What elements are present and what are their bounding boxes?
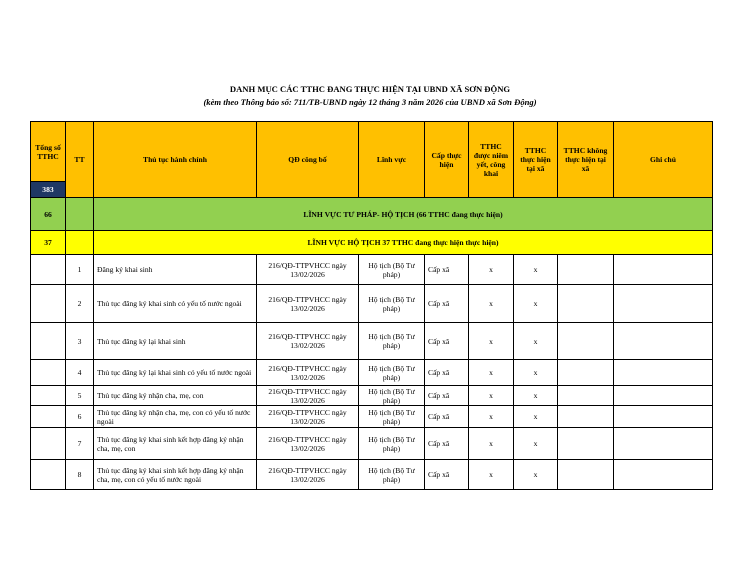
row-field: Hộ tịch (Bộ Tư pháp) (359, 323, 425, 360)
row-implemented: x (514, 323, 558, 360)
row-total-cell (31, 386, 66, 406)
row-total-cell (31, 428, 66, 460)
header-procedure: Thủ tục hành chính (94, 122, 257, 198)
section-judicial-row (31, 198, 713, 231)
row-field: Hộ tịch (Bộ Tư pháp) (359, 460, 425, 490)
row-implemented: x (514, 285, 558, 323)
row-procedure: Thủ tục đăng ký lại khai sinh có yếu tố nước ngoài (94, 360, 257, 386)
row-level: Cấp xã (425, 255, 469, 285)
row-procedure: Thủ tục đăng ký khai sinh kết hợp đăng ký nhận cha, mẹ, con (94, 428, 257, 460)
row-level: Cấp xã (425, 460, 469, 490)
header-tt: TT (66, 122, 94, 198)
row-decision: 216/QĐ-TTPVHCC ngày 13/02/2026 (257, 255, 359, 285)
procedure-rows (31, 255, 713, 490)
row-not-implemented (558, 386, 614, 406)
table-row (31, 428, 713, 460)
row-not-implemented (558, 360, 614, 386)
row-implemented: x (514, 460, 558, 490)
header-decision: QĐ công bố (257, 122, 359, 198)
header-field: Lĩnh vực (359, 122, 425, 198)
row-not-implemented (558, 323, 614, 360)
row-decision: 216/QĐ-TTPVHCC ngày 13/02/2026 (257, 460, 359, 490)
row-not-implemented (558, 460, 614, 490)
row-implemented: x (514, 255, 558, 285)
row-posted: x (469, 428, 514, 460)
row-field: Hộ tịch (Bộ Tư pháp) (359, 406, 425, 428)
row-decision: 216/QĐ-TTPVHCC ngày 13/02/2026 (257, 360, 359, 386)
row-tt: 8 (66, 460, 94, 490)
row-tt: 7 (66, 428, 94, 460)
table-row (31, 386, 713, 406)
procedures-table (30, 121, 713, 490)
header-notes: Ghi chú (614, 122, 713, 198)
header-total-cell (31, 122, 66, 198)
row-procedure: Thủ tục đăng ký lại khai sinh (94, 323, 257, 360)
row-field: Hộ tịch (Bộ Tư pháp) (359, 428, 425, 460)
row-tt: 3 (66, 323, 94, 360)
total-count: 383 (31, 181, 65, 197)
row-implemented: x (514, 406, 558, 428)
row-total-cell (31, 285, 66, 323)
row-field: Hộ tịch (Bộ Tư pháp) (359, 255, 425, 285)
row-total-cell (31, 460, 66, 490)
row-not-implemented (558, 255, 614, 285)
row-decision: 216/QĐ-TTPVHCC ngày 13/02/2026 (257, 428, 359, 460)
row-tt: 2 (66, 285, 94, 323)
row-procedure: Thủ tục đăng ký nhận cha, mẹ, con có yếu tố nước ngoài (94, 406, 257, 428)
row-implemented: x (514, 386, 558, 406)
row-procedure: Đăng ký khai sinh (94, 255, 257, 285)
row-notes (614, 386, 713, 406)
row-field: Hộ tịch (Bộ Tư pháp) (359, 285, 425, 323)
row-implemented: x (514, 360, 558, 386)
row-not-implemented (558, 406, 614, 428)
row-tt: 4 (66, 360, 94, 386)
row-decision: 216/QĐ-TTPVHCC ngày 13/02/2026 (257, 386, 359, 406)
table-row (31, 406, 713, 428)
section-civil-label: LĨNH VỰC HỘ TỊCH 37 TTHC đang thực hiện thực hiện) (94, 231, 713, 255)
row-notes (614, 406, 713, 428)
row-level: Cấp xã (425, 285, 469, 323)
row-notes (614, 255, 713, 285)
document-title: DANH MỤC CÁC TTHC ĐANG THỰC HIỆN TẠI UBND XÃ SƠN ĐỘNG (229, 84, 511, 94)
table-row (31, 285, 713, 323)
row-notes (614, 323, 713, 360)
row-posted: x (469, 255, 514, 285)
row-implemented: x (514, 428, 558, 460)
header-total: Tổng số TTHC (35, 142, 61, 161)
row-total-cell (31, 406, 66, 428)
row-posted: x (469, 360, 514, 386)
row-field: Hộ tịch (Bộ Tư pháp) (359, 360, 425, 386)
row-notes (614, 285, 713, 323)
row-notes (614, 460, 713, 490)
table-row (31, 255, 713, 285)
table-row (31, 323, 713, 360)
header-implemented: TTHC thực hiện tại xã (514, 122, 558, 198)
row-tt: 5 (66, 386, 94, 406)
row-decision: 216/QĐ-TTPVHCC ngày 13/02/2026 (257, 285, 359, 323)
row-posted: x (469, 323, 514, 360)
table-row (31, 460, 713, 490)
row-not-implemented (558, 285, 614, 323)
row-posted: x (469, 460, 514, 490)
header-row (31, 122, 713, 198)
row-level: Cấp xã (425, 428, 469, 460)
table-row (31, 360, 713, 386)
section-civil-count: 37 (31, 231, 66, 255)
row-level: Cấp xã (425, 406, 469, 428)
row-not-implemented (558, 428, 614, 460)
row-total-cell (31, 360, 66, 386)
section-civil-row (31, 231, 713, 255)
row-tt: 6 (66, 406, 94, 428)
row-procedure: Thủ tục đăng ký khai sinh có yếu tố nước ngoài (94, 285, 257, 323)
row-tt: 1 (66, 255, 94, 285)
section-judicial-label: LĨNH VỰC TƯ PHÁP- HỘ TỊCH (66 TTHC đang thực hiện) (94, 198, 713, 231)
row-procedure: Thủ tục đăng ký khai sinh kết hợp đăng ký nhận cha, mẹ, con có yếu tố nước ngoài (94, 460, 257, 490)
row-decision: 216/QĐ-TTPVHCC ngày 13/02/2026 (257, 406, 359, 428)
row-notes (614, 360, 713, 386)
header-posted: TTHC được niêm yết, công khai (469, 122, 514, 198)
row-level: Cấp xã (425, 323, 469, 360)
header-level: Cấp thực hiện (425, 122, 469, 198)
row-total-cell (31, 255, 66, 285)
row-notes (614, 428, 713, 460)
row-level: Cấp xã (425, 386, 469, 406)
row-total-cell (31, 323, 66, 360)
row-posted: x (469, 406, 514, 428)
row-field: Hộ tịch (Bộ Tư pháp) (359, 386, 425, 406)
document-subtitle: (kèm theo Thông báo số: 711/TB-UBND ngày 12 tháng 3 năm 2026 của UBND xã Sơn Động) (203, 97, 537, 107)
row-level: Cấp xã (425, 360, 469, 386)
header-not-implemented: TTHC không thực hiện tại xã (558, 122, 614, 198)
row-posted: x (469, 285, 514, 323)
row-decision: 216/QĐ-TTPVHCC ngày 13/02/2026 (257, 323, 359, 360)
row-procedure: Thủ tục đăng ký nhận cha, mẹ, con (94, 386, 257, 406)
section-judicial-count: 66 (31, 198, 66, 231)
row-posted: x (469, 386, 514, 406)
